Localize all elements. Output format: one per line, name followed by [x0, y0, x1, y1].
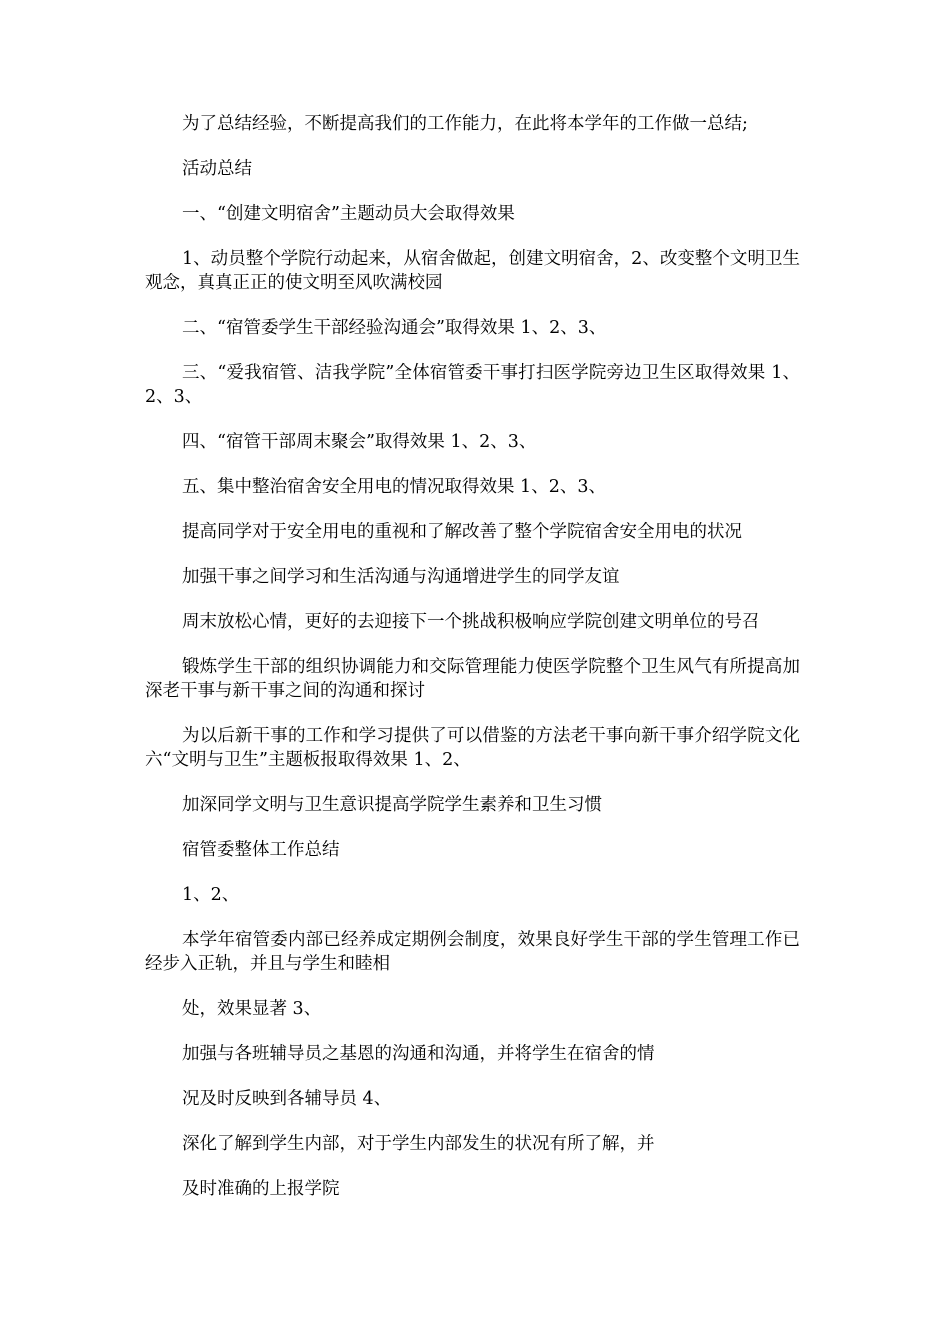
paragraph-effect: 处，效果显著 3、: [182, 999, 322, 1019]
document-body: [145, 112, 800, 1222]
paragraph-report-counselor: 况及时反映到各辅导员 4、: [182, 1089, 392, 1109]
paragraph-weekend: 周末放松心情，更好的去迎接下一个挑战积极响应学院创建文明单位的号召: [182, 612, 760, 632]
paragraph-report-college: 及时准确的上报学院: [182, 1179, 340, 1199]
paragraph-deepen: 深化了解到学生内部，对于学生内部发生的状况有所了解，并: [182, 1134, 655, 1154]
paragraph-item-2: 二、“宿管委学生干部经验沟通会”取得效果 1、2、3、: [182, 318, 607, 338]
paragraph-item-3: 三、“爱我宿管、洁我学院”全体宿管委干事打扫医学院旁边卫生区取得效果 1、2、3、: [145, 363, 800, 407]
paragraph-heading-activity-summary: 活动总结: [182, 159, 252, 179]
paragraph-item-1-detail: 1、动员整个学院行动起来，从宿舍做起，创建文明宿舍，2、改变整个文明卫生观念，真真正正的使文明至风吹满校园: [145, 249, 800, 293]
paragraph-item-1: 一、“创建文明宿舍”主题动员大会取得效果: [182, 204, 515, 224]
paragraph-item-5: 五、集中整治宿舍安全用电的情况取得效果 1、2、3、: [182, 477, 606, 497]
paragraph-intro: 为了总结经验，不断提高我们的工作能力，在此将本学年的工作做一总结;: [182, 114, 748, 134]
paragraph-new-staff: 为以后新干事的工作和学习提供了可以借鉴的方法老干事向新干事介绍学院文化六“文明与卫生”主题板报取得效果 1、2、: [145, 726, 800, 770]
paragraph-heading-overall: 宿管委整体工作总结: [182, 840, 340, 860]
paragraph-numbering: 1、2、: [182, 885, 240, 905]
paragraph-meeting-system: 本学年宿管委内部已经养成定期例会制度，效果良好学生干部的学生管理工作已经步入正轨，并且与学生和睦相: [145, 930, 800, 974]
paragraph-item-4: 四、“宿管干部周末聚会”取得效果 1、2、3、: [182, 432, 537, 452]
paragraph-awareness: 加深同学文明与卫生意识提高学院学生素养和卫生习惯: [182, 795, 602, 815]
paragraph-training: 锻炼学生干部的组织协调能力和交际管理能力使医学院整个卫生风气有所提高加深老干事与新干事之间的沟通和探讨: [145, 657, 800, 701]
paragraph-counselor: 加强与各班辅导员之基恩的沟通和沟通，并将学生在宿舍的情: [182, 1044, 655, 1064]
paragraph-friendship: 加强干事之间学习和生活沟通与沟通增进学生的同学友谊: [182, 567, 620, 587]
paragraph-safety: 提高同学对于安全用电的重视和了解改善了整个学院宿舍安全用电的状况: [182, 522, 742, 542]
